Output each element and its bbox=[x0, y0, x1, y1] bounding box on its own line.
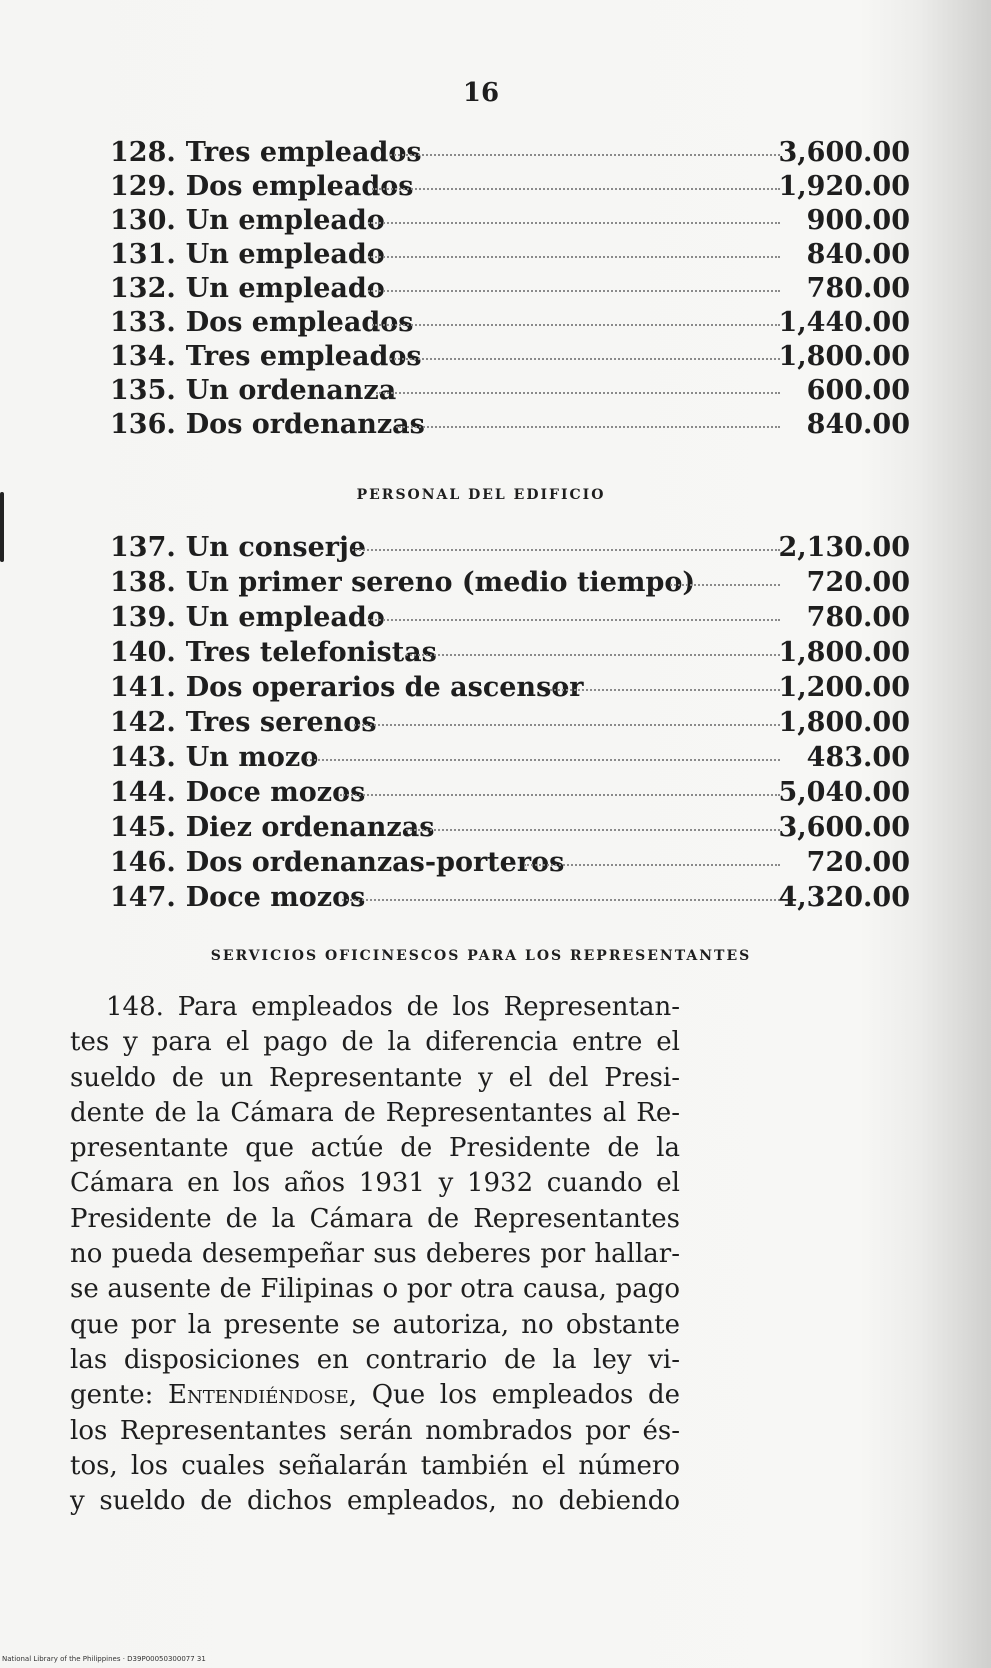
paragraph-line: las disposiciones en contrario de la ley vi- bbox=[70, 1344, 680, 1375]
entry-description: Un empleado bbox=[185, 602, 385, 633]
entry-amount: 1,440.00 bbox=[778, 307, 910, 338]
entry-amount: 600.00 bbox=[806, 375, 910, 406]
entry-row bbox=[110, 566, 910, 600]
dot-leader bbox=[372, 324, 780, 326]
entry-row bbox=[110, 776, 910, 810]
entry-description: Un ordenanza bbox=[185, 375, 397, 406]
dot-leader bbox=[342, 899, 780, 901]
entry-amount: 720.00 bbox=[806, 567, 910, 598]
entry-number: 134. bbox=[110, 341, 176, 372]
entry-description: Un empleado bbox=[185, 205, 385, 236]
dot-leader bbox=[396, 426, 780, 428]
entry-amount: 720.00 bbox=[806, 847, 910, 878]
entry-row bbox=[110, 136, 910, 170]
entry-number: 132. bbox=[110, 273, 176, 304]
entry-amount: 483.00 bbox=[806, 742, 910, 773]
paragraph-line-text: 148. Para empleados de los Representan- bbox=[106, 992, 680, 1022]
dot-leader bbox=[368, 256, 780, 258]
dot-leader bbox=[670, 584, 780, 586]
entry-number: 140. bbox=[110, 637, 176, 668]
entry-number: 139. bbox=[110, 602, 176, 633]
paragraph-line-text: Que los empleados de bbox=[371, 1380, 681, 1411]
entry-number: 146. bbox=[110, 847, 176, 878]
entry-row bbox=[110, 741, 910, 775]
entry-description: Tres telefonistas bbox=[185, 637, 437, 668]
entry-number: 137. bbox=[110, 532, 176, 563]
entry-number: 144. bbox=[110, 777, 176, 808]
dot-leader bbox=[406, 829, 780, 831]
dot-leader bbox=[550, 689, 780, 691]
entry-amount: 1,800.00 bbox=[778, 637, 910, 668]
entry-number: 141. bbox=[110, 672, 176, 703]
entry-row bbox=[110, 846, 910, 880]
entry-description: Doce mozos bbox=[185, 882, 366, 913]
entry-number: 130. bbox=[110, 205, 176, 236]
entry-amount: 1,200.00 bbox=[778, 672, 910, 703]
section-heading-personal: PERSONAL DEL EDIFICIO bbox=[356, 487, 606, 503]
entry-amount: 1,920.00 bbox=[778, 171, 910, 202]
entry-number: 142. bbox=[110, 707, 176, 738]
entry-number: 138. bbox=[110, 567, 176, 598]
dot-leader bbox=[406, 654, 780, 656]
dot-leader bbox=[368, 222, 780, 224]
paragraph-line: que por la presente se autoriza, no obstante bbox=[70, 1309, 680, 1340]
entry-row bbox=[110, 238, 910, 272]
footer-caption: National Library of the Philippines · D39P00050300077 31 bbox=[2, 1655, 206, 1663]
entry-row bbox=[110, 811, 910, 845]
dot-leader bbox=[390, 154, 780, 156]
paragraph-line: sueldo de un Representante y el del Presi- bbox=[70, 1062, 680, 1093]
entry-description: Dos ordenanzas-porteros bbox=[185, 847, 565, 878]
entry-row bbox=[110, 671, 910, 705]
entry-row bbox=[110, 340, 910, 374]
entry-number: 147. bbox=[110, 882, 176, 913]
entry-row bbox=[110, 204, 910, 238]
entry-amount: 1,800.00 bbox=[778, 707, 910, 738]
entry-description: Dos empleados bbox=[185, 171, 414, 202]
entry-row bbox=[110, 170, 910, 204]
entry-description: Dos ordenanzas bbox=[185, 409, 425, 440]
entry-amount: 2,130.00 bbox=[778, 532, 910, 563]
dot-leader bbox=[306, 759, 780, 761]
entry-row bbox=[110, 881, 910, 915]
entry-description: Un conserje bbox=[185, 532, 366, 563]
entry-description: Dos operarios de ascensor bbox=[185, 672, 584, 703]
paragraph-line bbox=[70, 990, 680, 1025]
entry-row bbox=[110, 272, 910, 306]
entry-amount: 1,800.00 bbox=[778, 341, 910, 372]
paragraph-line bbox=[70, 1378, 680, 1413]
entry-amount: 4,320.00 bbox=[778, 882, 910, 913]
entry-number: 143. bbox=[110, 742, 176, 773]
entry-amount: 3,600.00 bbox=[778, 137, 910, 168]
entry-number: 133. bbox=[110, 307, 176, 338]
dot-leader bbox=[524, 864, 780, 866]
entry-description: Doce mozos bbox=[185, 777, 366, 808]
entry-amount: 840.00 bbox=[806, 409, 910, 440]
entry-description: Un empleado bbox=[185, 239, 385, 270]
dot-leader bbox=[376, 392, 780, 394]
paragraph-line: no pueda desempeñar sus deberes por hallar- bbox=[70, 1239, 680, 1270]
paragraph-line: Presidente de la Cámara de Representantes bbox=[70, 1203, 680, 1234]
smallcaps-proviso: Entendiéndose, bbox=[168, 1380, 358, 1411]
entry-number: 131. bbox=[110, 239, 176, 270]
entry-description: Dos empleados bbox=[185, 307, 414, 338]
entry-description: Un empleado bbox=[185, 273, 385, 304]
entry-number: 136. bbox=[110, 409, 176, 440]
entry-number: 128. bbox=[110, 137, 176, 168]
entry-row bbox=[110, 408, 910, 442]
entry-row bbox=[110, 531, 910, 565]
dot-leader bbox=[368, 619, 780, 621]
paragraph-line-text: gente: bbox=[70, 1380, 154, 1411]
entry-row bbox=[110, 636, 910, 670]
dot-leader bbox=[340, 794, 780, 796]
entry-number: 145. bbox=[110, 812, 176, 843]
entry-amount: 780.00 bbox=[806, 602, 910, 633]
entry-row bbox=[110, 306, 910, 340]
entry-amount: 780.00 bbox=[806, 273, 910, 304]
paragraph-line: tos, los cuales señalarán también el número bbox=[70, 1450, 680, 1481]
paragraph-line: y sueldo de dichos empleados, no debiendo bbox=[70, 1486, 680, 1517]
entry-description: Tres empleados bbox=[185, 341, 422, 372]
dot-leader bbox=[372, 188, 780, 190]
section-heading-servicios: SERVICIOS OFICINESCOS PARA LOS REPRESENTANTES bbox=[210, 948, 752, 964]
dot-leader bbox=[354, 724, 780, 726]
paragraph-line: los Representantes serán nombrados por és- bbox=[70, 1415, 680, 1446]
entry-number: 135. bbox=[110, 375, 176, 406]
paragraph-line: Cámara en los años 1931 y 1932 cuando el bbox=[70, 1168, 680, 1199]
entry-description: Tres serenos bbox=[185, 707, 377, 738]
entry-row bbox=[110, 601, 910, 635]
entry-row bbox=[110, 706, 910, 740]
entry-description: Un mozo bbox=[185, 742, 319, 773]
entry-description: Diez ordenanzas bbox=[185, 812, 435, 843]
entry-number: 129. bbox=[110, 171, 176, 202]
entry-description: Un primer sereno (medio tiempo) bbox=[185, 567, 696, 598]
paragraph-line: tes y para el pago de la diferencia entre el bbox=[70, 1027, 680, 1058]
paragraph-line: dente de la Cámara de Representantes al Re- bbox=[70, 1097, 680, 1128]
entry-amount: 5,040.00 bbox=[778, 777, 910, 808]
dot-leader bbox=[368, 290, 780, 292]
dot-leader bbox=[352, 549, 780, 551]
paragraph-line: presentante que actúe de Presidente de la bbox=[70, 1133, 680, 1164]
entry-amount: 840.00 bbox=[806, 239, 910, 270]
paragraph-148 bbox=[70, 990, 680, 1519]
entry-row bbox=[110, 374, 910, 408]
entry-amount: 900.00 bbox=[806, 205, 910, 236]
entry-description: Tres empleados bbox=[185, 137, 422, 168]
entry-amount: 3,600.00 bbox=[778, 812, 910, 843]
dot-leader bbox=[390, 358, 780, 360]
page-number: 16 bbox=[462, 78, 500, 108]
paragraph-line: se ausente de Filipinas o por otra causa, pago bbox=[70, 1274, 680, 1305]
